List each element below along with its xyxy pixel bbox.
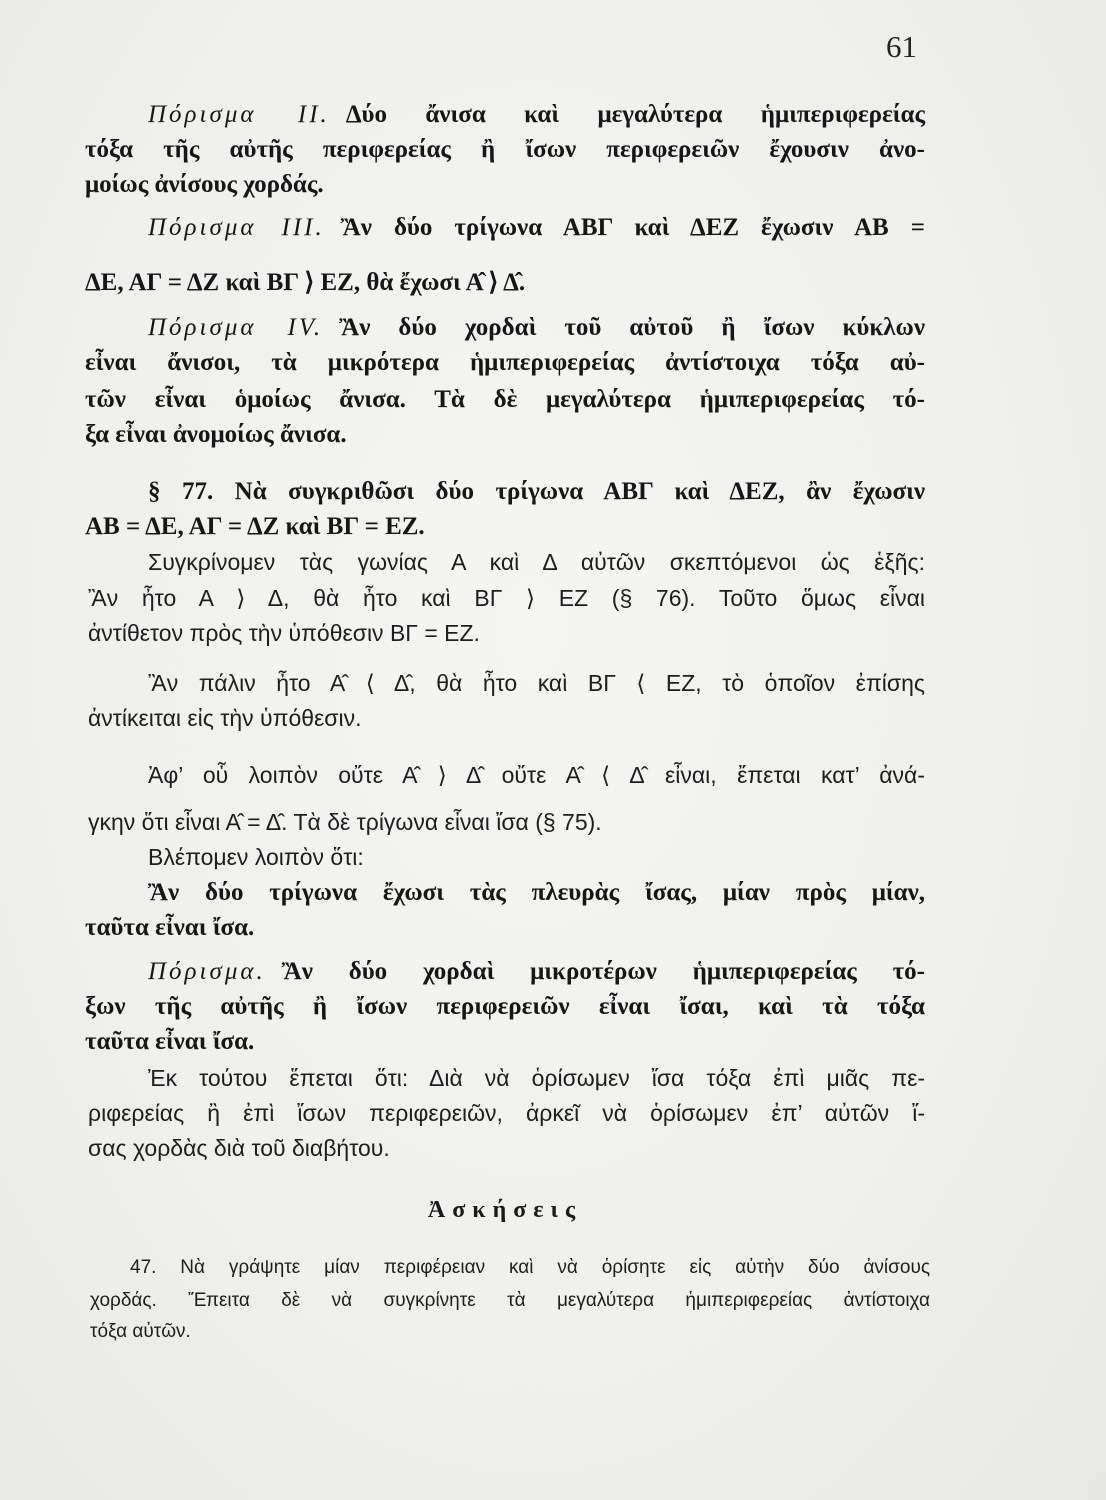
section-77-proof-line-3: ἀντίθετον πρὸς τὴν ὑπόθεσιν ΒΓ = ΕΖ. xyxy=(88,620,480,646)
exercise-47-line-3: τόξα αὐτῶν. xyxy=(90,1321,191,1342)
consequence-line-3: σας χορδὰς διὰ τοῦ διαβήτου. xyxy=(88,1135,390,1161)
exercises-heading: Ἀσκήσεις xyxy=(427,1197,583,1223)
section-77-theorem-line-1: Ἂν δύο τρίγωνα ἔχωσι τὰς πλευρὰς ἴσας, μίαν πρὸς μίαν, xyxy=(148,879,925,906)
section-77-proof-line-1: Συγκρίνομεν τὰς γωνίας Α καὶ Δ αὐτῶν σκεπτόμενοι ὡς ἑξῆς: xyxy=(148,549,925,575)
section-77-summary-intro: Βλέπομεν λοιπὸν ὅτι: xyxy=(148,844,364,870)
section-77-problem-line-1: § 77. Νὰ συγκριθῶσι δύο τρίγωνα ΑΒΓ καὶ ΔΕΖ, ἂν ἔχωσιν xyxy=(148,478,925,505)
corollary-5-text: Ἂν δύο χορδαὶ μικροτέρων ἡμιπεριφερείας τό- xyxy=(281,958,925,985)
corollary-5-label: Πόρισμα. xyxy=(148,958,266,985)
corollary-4-label: Πόρισμα IV. xyxy=(148,314,324,341)
corollary-5-line-3: ταῦτα εἶναι ἴσα. xyxy=(85,1028,255,1055)
page-number: 61 xyxy=(886,29,917,64)
consequence-line-1: Ἐκ τούτου ἕπεται ὅτι: Διὰ νὰ ὁρίσωμεν ἴσα τόξα ἐπὶ μιᾶς πε- xyxy=(148,1065,925,1091)
corollary-4-line-3: τῶν εἶναι ὁμοίως ἄνισα. Τὰ δὲ μεγαλύτερα ἡμιπεριφερείας τό- xyxy=(85,386,925,413)
corollary-3-line-2: ΔΕ, ΑΓ = ΔΖ καὶ ΒΓ ⟩ ΕΖ, θὰ ἔχωσι Α̂ ⟩ Δ̂. xyxy=(85,269,526,296)
section-77-proof-line-4: Ἂν πάλιν ἦτο Α̂ ⟨ Δ̂, θὰ ἦτο καὶ ΒΓ ⟨ ΕΖ, τὸ ὁποῖον ἐπίσης xyxy=(148,670,925,696)
exercises-block xyxy=(90,0,930,1500)
exercise-47-line-1: 47. Νὰ γράψητε μίαν περιφέρειαν καὶ νὰ ὁρίσητε εἰς αὐτὴν δύο ἀνίσους xyxy=(130,1257,930,1278)
section-77-proof-line-6: Ἀφ’ οὗ λοιπὸν οὔτε Α̂ ⟩ Δ̂ οὔτε Α̂ ⟨ Δ̂ εἶναι, ἔπεται κατ’ ἀνά- xyxy=(148,762,925,788)
corollary-2-line-2: τόξα τῆς αὐτῆς περιφερείας ἢ ἴσων περιφερειῶν ἔχουσιν ἀνο- xyxy=(85,136,925,163)
corollary-2-line-3: μοίως ἀνίσους χορδάς. xyxy=(85,171,324,198)
section-77-problem-line-2: ΑΒ = ΔΕ, ΑΓ = ΔΖ καὶ ΒΓ = ΕΖ. xyxy=(85,513,425,540)
consequence-line-2: ριφερείας ἢ ἐπὶ ἴσων περιφερειῶν, ἀρκεῖ νὰ ὁρίσωμεν ἐπ’ αὐτῶν ἴ- xyxy=(88,1100,925,1126)
corollary-2-text: Δύο ἄνισα καὶ μεγαλύτερα ἡμιπεριφερείας xyxy=(345,101,925,128)
section-77-proof-line-2: Ἂν ἦτο Α ⟩ Δ, θὰ ἦτο καὶ ΒΓ ⟩ ΕΖ (§ 76). Τοῦτο ὅμως εἶναι xyxy=(88,585,925,611)
corollary-3-text: Ἂν δύο τρίγωνα ΑΒΓ καὶ ΔΕΖ ἔχωσιν ΑΒ = xyxy=(340,214,925,241)
corollary-3-label: Πόρισμα ΙΙΙ. xyxy=(148,214,325,241)
corollary-2-label: Πόρισμα ΙΙ. xyxy=(148,101,330,128)
corollary-4-text: Ἂν δύο χορδαὶ τοῦ αὐτοῦ ἢ ἴσων κύκλων xyxy=(339,314,925,341)
corollary-5-line-2: ξων τῆς αὐτῆς ἢ ἴσων περιφερειῶν εἶναι ἴσαι, καὶ τὰ τόξα xyxy=(85,993,925,1020)
corollary-4-line-2: εἶναι ἄνισοι, τὰ μικρότερα ἡμιπεριφερείας ἀντίστοιχα τόξα αὐ- xyxy=(85,349,925,376)
corollary-4-line-4: ξα εἶναι ἀνομοίως ἄνισα. xyxy=(85,421,347,448)
section-77-proof-line-7: γκην ὅτι εἶναι Α̂ = Δ̂. Τὰ δὲ τρίγωνα εἶναι ἴσα (§ 75). xyxy=(88,809,602,835)
section-77-proof-line-5: ἀντίκειται εἰς τὴν ὑπόθεσιν. xyxy=(88,705,362,731)
exercise-47-line-2: χορδάς. Ἔπειτα δὲ νὰ συγκρίνητε τὰ μεγαλύτερα ἡμιπεριφερείας ἀντίστοιχα xyxy=(90,1290,930,1311)
section-77-theorem-line-2: ταῦτα εἶναι ἴσα. xyxy=(85,914,255,941)
